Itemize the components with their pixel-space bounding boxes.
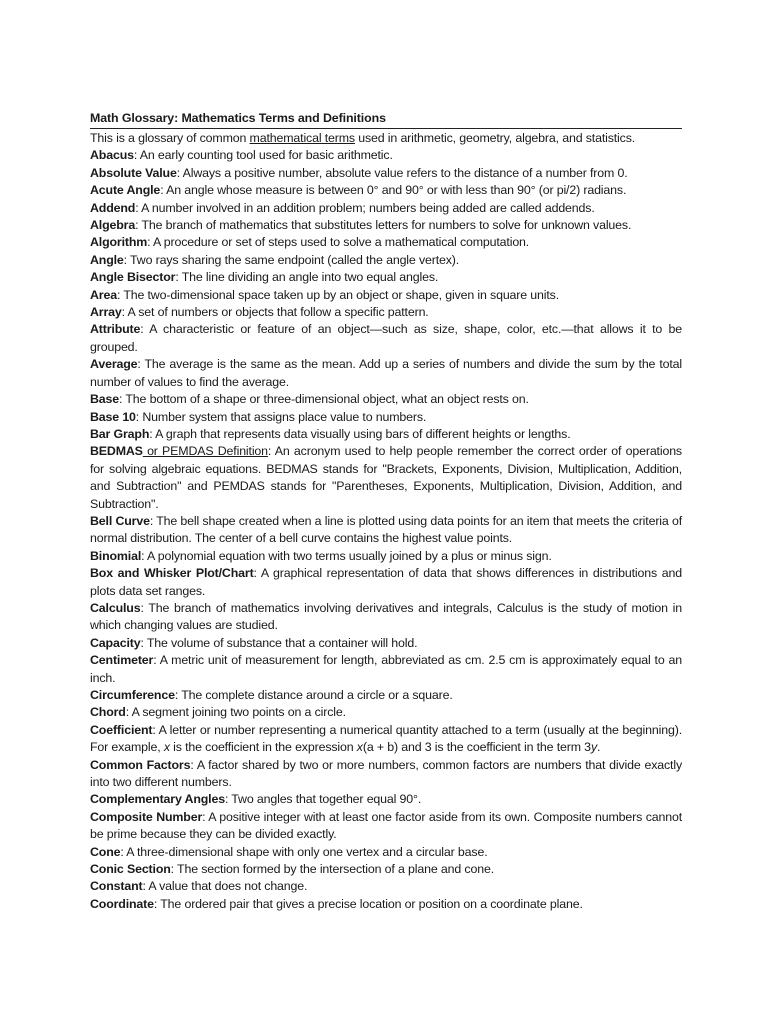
entry-definition: : A segment joining two points on a circle.: [125, 705, 346, 720]
glossary-entry-bell-curve: [90, 513, 682, 548]
entry-term: Addend: [90, 200, 136, 215]
glossary-entry-conic-section: [90, 861, 682, 878]
entry-definition: : The complete distance around a circle or a square.: [174, 688, 453, 702]
glossary-entry-absolute-value: [90, 165, 682, 182]
glossary-entry-cone: [90, 844, 682, 861]
glossary-entry-coordinate: [90, 896, 682, 913]
entry-term: Area: [90, 287, 117, 302]
entry-term: Absolute Value: [90, 165, 177, 180]
entry-definition: : A factor shared by two or more numbers, common factors are numbers that divide exactly into two different numbers.: [90, 757, 682, 790]
entry-definition: : A graphical representation of data that shows differences in distributions and plots data set ranges.: [90, 566, 682, 598]
entry-definition: : Two angles that together equal 90°.: [224, 792, 422, 807]
entry-term: Bar Graph: [90, 426, 150, 441]
glossary-entry-centimeter: [90, 652, 682, 687]
entry-term: Algorithm: [90, 235, 148, 250]
entry-definition: : A characteristic or feature of an object—such as size, shape, color, etc.—that allows it to be grouped.: [90, 322, 682, 354]
entry-definition: : The bottom of a shape or three-dimensional object, what an object rests on.: [119, 392, 529, 407]
entry-definition: : Always a positive number, absolute value refers to the distance of a number from 0.: [176, 165, 628, 180]
glossary-entry-circumference: [90, 687, 682, 704]
entry-term: Average: [90, 357, 138, 372]
glossary-entry-binomial: [90, 548, 682, 565]
entry-term: Angle: [90, 252, 124, 267]
entry-definition-part: .: [596, 740, 601, 755]
entry-term: Acute Angle: [90, 183, 161, 198]
entry-definition: : The average is the same as the mean. Add up a series of numbers and divide the sum by the total number of values to find the average.: [90, 357, 682, 389]
intro-text-before: This is a glossary of common: [90, 131, 250, 145]
entry-term: Base: [90, 392, 120, 407]
glossary-entry-box-and-whisker: [90, 565, 682, 600]
entry-definition: : A set of numbers or objects that follow a specific pattern.: [121, 305, 429, 320]
entry-term: BEDMAS: [90, 444, 143, 459]
entry-term: Abacus: [90, 148, 134, 163]
entry-definition: : Two rays sharing the same endpoint (called the angle vertex).: [123, 252, 460, 267]
entry-definition-part: : A letter or number representing a numerical quantity attached to a term (usually at the beginning). For example,: [90, 722, 682, 755]
variable-y: y: [590, 740, 597, 755]
document-title: Math Glossary: Mathematics Terms and Definitions: [90, 110, 682, 129]
entry-definition: : The volume of substance that a container will hold.: [140, 635, 418, 650]
entry-term: Common Factors: [90, 757, 191, 772]
entry-definition: : Number system that assigns place value to numbers.: [135, 409, 427, 424]
glossary-entry-composite-number: [90, 809, 682, 844]
entry-term: Attribute: [90, 322, 141, 337]
entry-term: Angle Bisector: [90, 270, 176, 285]
entry-term: Binomial: [90, 548, 142, 563]
entry-term: Base 10: [90, 409, 136, 424]
entry-term: Circumference: [90, 688, 175, 702]
entry-definition: : A procedure or set of steps used to solve a mathematical computation.: [147, 235, 530, 250]
intro-text-after: used in arithmetic, geometry, algebra, and statistics.: [354, 131, 636, 145]
glossary-entry-acute-angle: [90, 182, 682, 199]
glossary-entry-average: [90, 356, 682, 391]
entry-term: Composite Number: [90, 809, 203, 824]
entry-term: Calculus: [90, 600, 141, 615]
entry-term: Coordinate: [90, 896, 154, 911]
glossary-entry-angle-bisector: [90, 269, 682, 286]
glossary-entry-capacity: [90, 635, 682, 652]
entry-definition: : A polynomial equation with two terms usually joined by a plus or minus sign.: [141, 548, 552, 563]
glossary-entry-abacus: [90, 147, 682, 164]
entry-term: Bell Curve: [90, 513, 150, 528]
entry-definition: : A metric unit of measurement for length, abbreviated as cm. 2.5 cm is approximately equal to an inch.: [90, 653, 682, 685]
glossary-entry-angle: [90, 252, 682, 269]
glossary-entry-constant: [90, 878, 682, 895]
glossary-entry-area: [90, 287, 682, 304]
glossary-entry-base-10: [90, 409, 682, 426]
glossary-entry-base: [90, 391, 682, 408]
pemdas-definition-link[interactable]: or PEMDAS Definition: [142, 444, 268, 459]
entry-definition: : The line dividing an angle into two equal angles.: [175, 270, 439, 285]
glossary-entry-array: [90, 304, 682, 321]
entry-term: Chord: [90, 705, 126, 720]
entry-term: Conic Section: [90, 862, 171, 877]
glossary-entry-common-factors: [90, 757, 682, 792]
entry-definition: : A number involved in an addition problem; numbers being added are called addends.: [135, 200, 595, 215]
entry-term: Centimeter: [90, 653, 154, 668]
entry-term: Complementary Angles: [90, 792, 225, 807]
glossary-entry-addend: [90, 200, 682, 217]
entry-term: Array: [90, 305, 122, 320]
intro-paragraph: [90, 130, 682, 147]
variable-x: x: [356, 740, 363, 755]
entry-definition: : An early counting tool used for basic arithmetic.: [133, 148, 393, 163]
entry-definition-part: is the coefficient in the expression: [169, 740, 357, 755]
glossary-entry-algebra: [90, 217, 682, 234]
entry-definition: : A three-dimensional shape with only one vertex and a circular base.: [120, 844, 488, 859]
entry-definition: : A positive integer with at least one factor aside from its own. Composite numbers cannot be prime because they can be divided exactly.: [90, 809, 682, 842]
glossary-entry-algorithm: [90, 234, 682, 251]
entry-definition: : An acronym used to help people remember the correct order of operations for solving algebraic equations. BEDMAS stands for "Brackets, Exponents, Division, Multiplication, Addition, and Subtraction" and PEMDAS stands for "Parentheses, Exponents, Multiplication, Division, Addition, and Subtraction".: [90, 444, 682, 511]
glossary-entry-calculus: [90, 600, 682, 635]
glossary-entry-bedmas: [90, 443, 682, 513]
glossary-entry-coefficient: [90, 722, 682, 757]
glossary-page: [90, 110, 682, 913]
glossary-entry-bar-graph: [90, 426, 682, 443]
entry-term: Coefficient: [90, 722, 153, 737]
entry-definition: : The ordered pair that gives a precise location or position on a coordinate plane.: [153, 896, 583, 911]
entry-term: Capacity: [90, 635, 141, 650]
entry-definition: : The bell shape created when a line is plotted using data points for an item that meets the criteria of normal distribution. The center of a bell curve contains the highest value points.: [90, 513, 682, 546]
glossary-entry-chord: [90, 704, 682, 721]
entry-term: Constant: [90, 879, 143, 894]
entry-definition: : The branch of mathematics that substitutes letters for numbers to solve for unknown values.: [135, 218, 632, 233]
entry-definition: : The two-dimensional space taken up by an object or shape, given in square units.: [116, 287, 560, 302]
entry-definition: : A graph that represents data visually using bars of different heights or lengths.: [149, 426, 571, 441]
entry-definition: : An angle whose measure is between 0° and 90° or with less than 90° (or pi/2) radians.: [160, 183, 627, 198]
entry-term: Algebra: [90, 218, 136, 233]
entry-definition: : The branch of mathematics involving derivatives and integrals, Calculus is the study of motion in which changing values are studied.: [90, 600, 682, 633]
variable-x: x: [163, 740, 170, 755]
glossary-entry-complementary-angles: [90, 791, 682, 808]
entry-definition: : The section formed by the intersection of a plane and cone.: [170, 862, 494, 877]
entry-definition: : A value that does not change.: [142, 879, 308, 894]
entry-term: Box and Whisker Plot/Chart: [90, 566, 254, 581]
glossary-entry-attribute: [90, 321, 682, 356]
entry-term: Cone: [90, 844, 121, 859]
entry-definition-part: (a + b) and 3 is the coefficient in the term 3: [362, 740, 591, 755]
mathematical-terms-link[interactable]: mathematical terms: [249, 131, 355, 145]
